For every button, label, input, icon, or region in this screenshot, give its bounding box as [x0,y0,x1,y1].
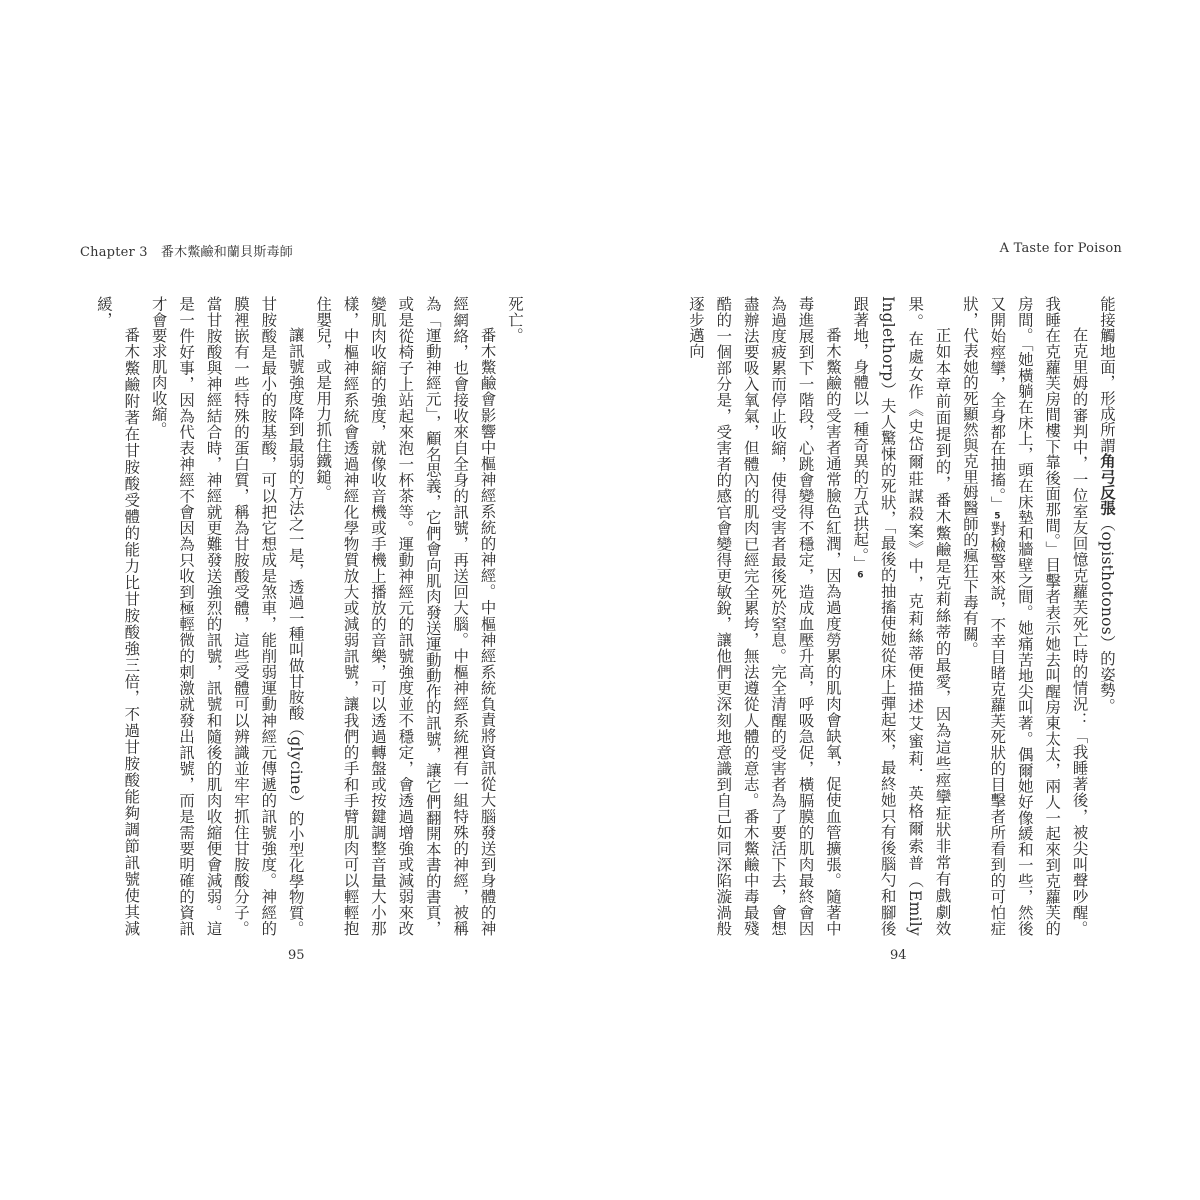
left-page-body [94,296,528,936]
paragraph: 讓訊號強度降到最弱的方法之一是，透過一種叫做甘胺酸（glycine）的小型化學物質。甘胺酸是最小的胺基酸，可以把它想成是煞車，能削弱運動神經元傳遞的訊號強度。神經的膜裡嵌有一些特殊的蛋白質，稱為甘胺酸受體，這些受體可以辨識並牢牢抓住甘胺酸分子。當甘胺酸與神經結合時，神經就更難發送強烈的訊號，訊號和隨後的肌肉收縮便會減弱。這是一件好事，因為代表神經不會因為只收到極輕微的刺激就發出訊號，而是需要明確的資訊才會要求肌肉收縮。 [149,296,305,936]
paragraph: 番木鱉鹼附著在甘胺酸受體的能力比甘胺酸強三倍，不過甘胺酸能夠調節訊號使其減緩， [94,296,141,936]
paragraph [1093,296,1120,936]
text-run: （opisthotonos）的姿勢。 [1098,515,1116,714]
right-page [600,0,1200,1200]
page-number-right: 94 [890,948,907,963]
paragraph [956,296,1093,936]
paragraph [846,296,956,936]
text-run: 對檢警來說，不幸目睹克蘿芙死狀的目擊者所看到的可怕症狀，代表她的死顯然與克里姆醫師的瘋狂下毒有關。 [960,296,1007,936]
text-run: 能接觸地面，形成所謂 [1098,296,1116,453]
text-run: 在克里姆的審判中，一位室友回憶克蘿芙死亡時的情況：「我睡著後，被尖叫聲吵醒。我睡在克蘿芙房間樓下靠後面那間。」目擊者表示她去叫醒房東太太，兩人一起來到克蘿芙的房間。「她橫躺在床上，頭在床墊和牆壁之間。她痛苦地尖叫著。偶爾她好像緩和一些，然後又開始痙攣，全身都在抽搐。」 [988,296,1089,936]
footnote-marker: 6 [857,570,864,580]
running-head-right: A Taste for Poison [999,241,1122,256]
page-number-left: 95 [288,948,305,963]
right-page-body [680,296,1120,936]
paragraph: 番木鱉鹼會影響中樞神經系統的神經。中樞神經系統負責將資訊從大腦發送到身體的神經網絡，也會接收來自全身的訊號，再送回大腦。中樞神經系統裡有一組特殊的神經，被稱為「運動神經元」，顧名思義，它們會向肌肉發送運動動作的訊號，讓它們翻開本書的書頁，或是從椅子上站起來泡一杯茶等。運動神經元的訊號強度並不穩定，會透過增強或減弱來改變肌肉收縮的強度，就像收音機或手機上播放的音樂，可以透過轉盤或按鍵調整音量大小那樣，中樞神經系統會透過神經化學物質放大或減弱訊號，讓我們的手和手臂肌肉可以輕輕抱住嬰兒，或是用力抓住鐵鎚。 [314,296,497,936]
paragraph: 死亡。 [506,296,524,344]
paragraph: 番木鱉鹼的受害者通常臉色紅潤，因為過度勞累的肌肉會缺氧，促使血管擴張。隨著中毒進展到下一階段，心跳會變得不穩定，造成血壓升高，呼吸急促，橫膈膜的肌肉最終會因為過度疲累而停止收縮，使得受害者最後死於窒息。完全清醒的受害者為了要活下去，會想盡辦法要吸入氧氣，但體內的肌肉已經完全累垮，無法遵從人體的意志。番木鱉鹼中毒最殘酷的一個部分是，受害者的感官會變得更敏銳，讓他們更深刻地意識到自己如同深陷漩渦般逐步邁向 [686,296,842,936]
running-head-left: Chapter 3 番木鱉鹼和蘭貝斯毒師 [80,245,293,260]
bold-term: 角弓反張 [1098,453,1116,516]
text-run: 正如本章前面提到的，番木鱉鹼是克莉絲蒂的最愛，因為這些痙攣症狀非常有戲劇效果。在處女作《史岱爾莊謀殺案》中，克莉絲蒂便描述艾蜜莉．英格爾索普（Emily Inglethorp）夫人驚悚的死狀，「最後的抽搐使她從床上彈起來，最終她只有後腦勺和腳後跟著地，身體以一種奇異的方式拱起。」 [851,296,952,936]
footnote-marker: 5 [994,511,1001,521]
